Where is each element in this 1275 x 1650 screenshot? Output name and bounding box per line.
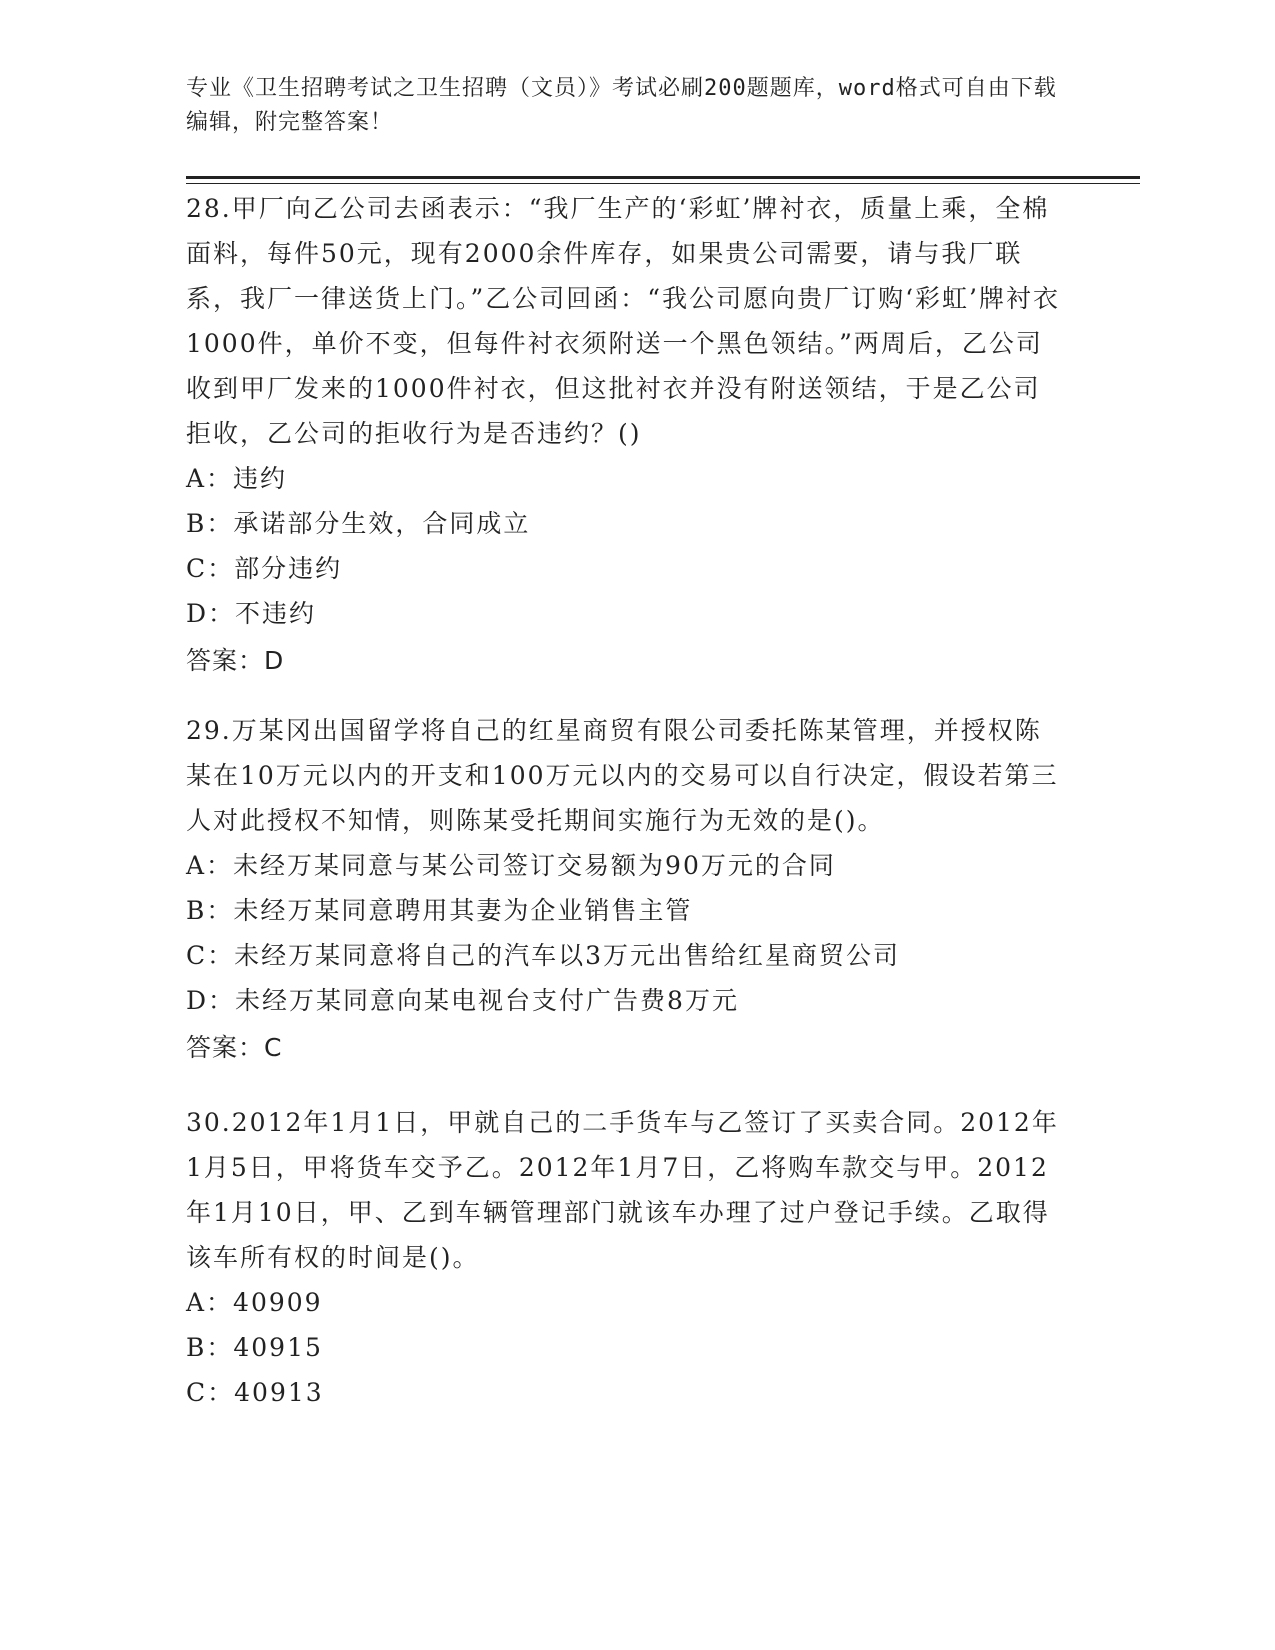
- question-28: [186, 186, 1066, 683]
- option-c: C：40913: [186, 1378, 324, 1407]
- answer-label: 答案：D: [186, 646, 285, 675]
- option-b: B：40915: [186, 1333, 323, 1362]
- option-b: B：承诺部分生效，合同成立: [186, 509, 531, 538]
- answer-label: 答案：C: [186, 1033, 283, 1062]
- option-a: A：未经万某同意与某公司签订交易额为90万元的合同: [186, 851, 836, 880]
- question-stem: 30.2012年1月1日，甲就自己的二手货车与乙签订了买卖合同。2012年1月5日，甲将货车交予乙。2012年1月7日，乙将购车款交与甲。2012年1月10日，甲、乙到车辆管理部门就该车办理了过户登记手续。乙取得该车所有权的时间是()。: [186, 1108, 1059, 1272]
- option-c: C：部分违约: [186, 554, 343, 583]
- option-d: D：未经万某同意向某电视台支付广告费8万元: [186, 986, 739, 1015]
- question-30: [186, 1100, 1066, 1415]
- question-stem: 28.甲厂向乙公司去函表示：“我厂生产的‘彩虹’牌衬衣，质量上乘，全棉面料，每件50元，现有2000余件库存，如果贵公司需要，请与我厂联系，我厂一律送货上门。”乙公司回函：“我公司愿向贵厂订购‘彩虹’牌衬衣1000件，单价不变，但每件衬衣须附送一个黑色领结。”两周后，乙公司收到甲厂发来的1000件衬衣，但这批衬衣并没有附送领结，于是乙公司拒收，乙公司的拒收行为是否违约？(): [186, 194, 1060, 448]
- question-stem: 29.万某冈出国留学将自己的红星商贸有限公司委托陈某管理，并授权陈某在10万元以内的开支和100万元以内的交易可以自行决定，假设若第三人对此授权不知情，则陈某受托期间实施行为无效的是()。: [186, 716, 1059, 835]
- header-rule-thick: [186, 176, 1140, 179]
- option-a: A：40909: [186, 1288, 323, 1317]
- option-a: A：违约: [186, 464, 288, 493]
- option-d: D：不违约: [186, 599, 317, 628]
- document-header: 专业《卫生招聘考试之卫生招聘（文员）》考试必刷200题题库，word格式可自由下载编辑，附完整答案！: [186, 76, 1057, 135]
- question-29: [186, 708, 1066, 1070]
- option-b: B：未经万某同意聘用其妻为企业销售主管: [186, 896, 693, 925]
- option-c: C：未经万某同意将自己的汽车以3万元出售给红星商贸公司: [186, 941, 901, 970]
- header-rule-thin: [186, 183, 1140, 184]
